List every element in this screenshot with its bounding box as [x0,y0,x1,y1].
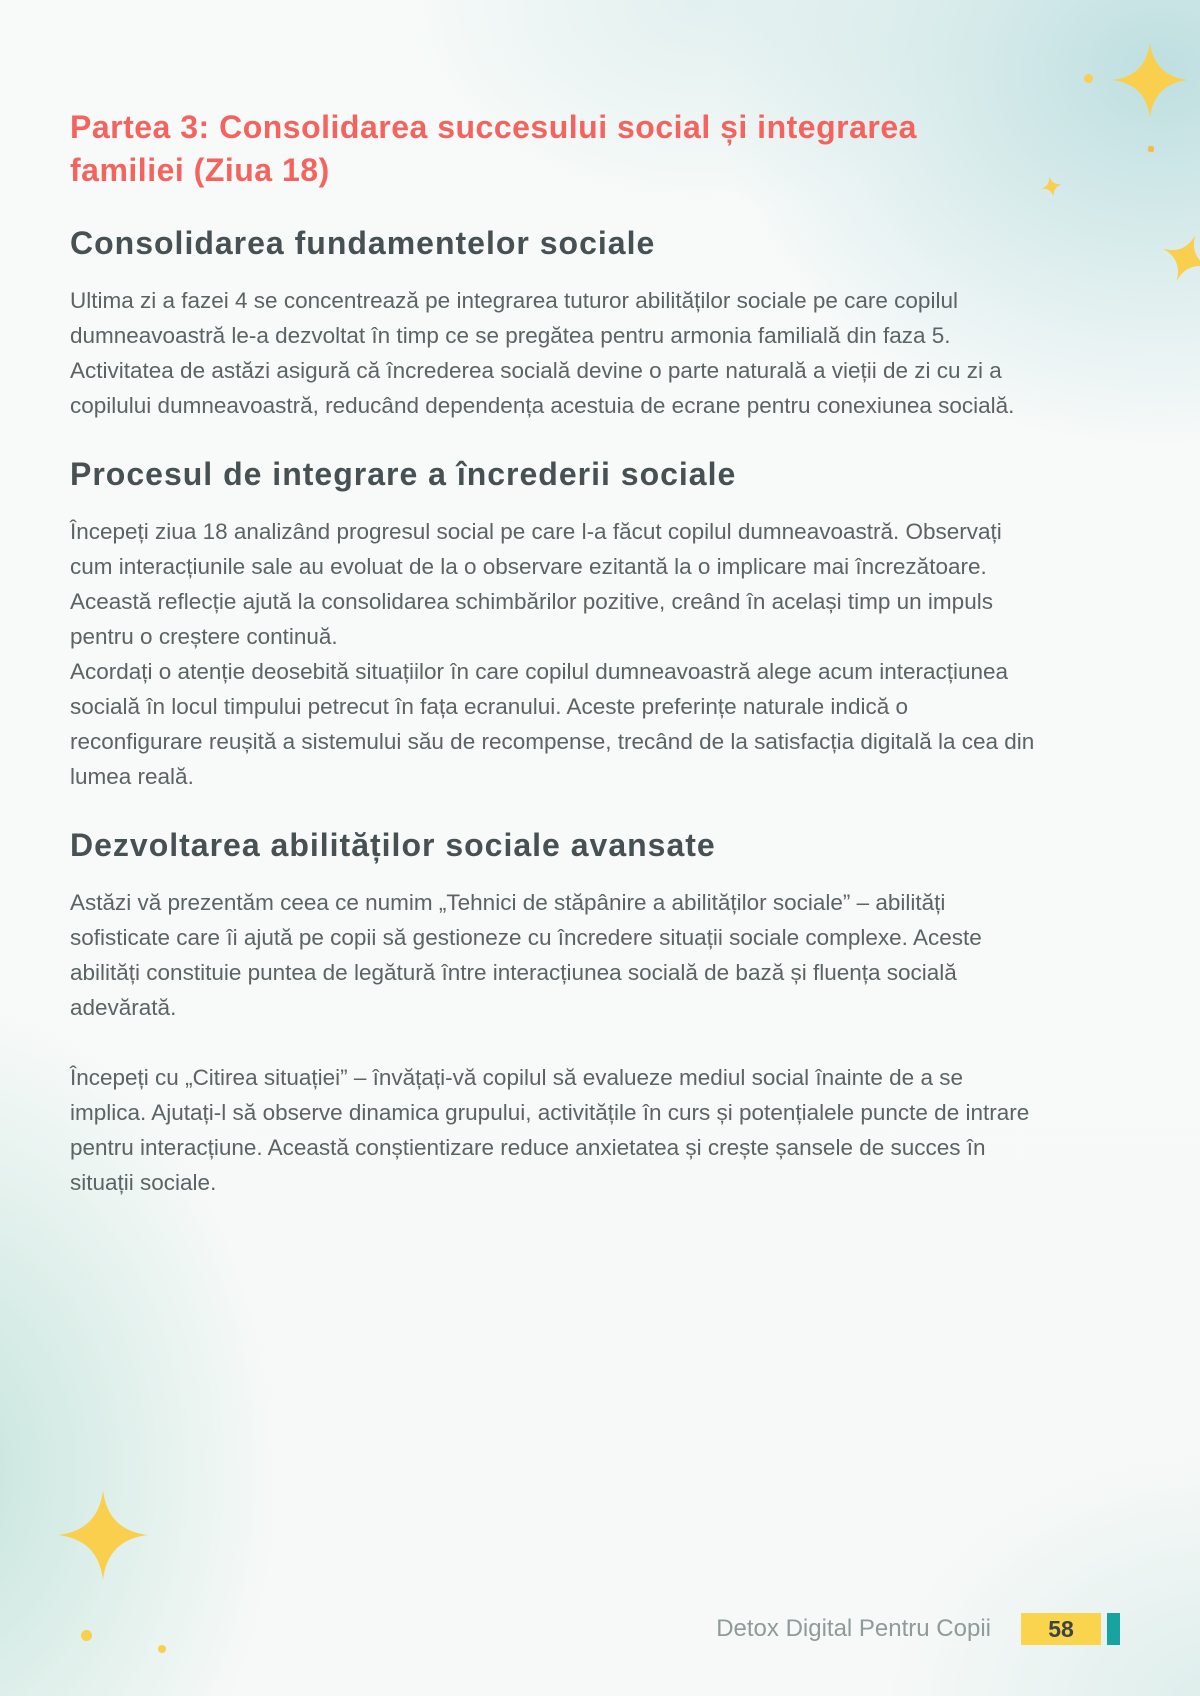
sparkle-icon [1153,225,1200,291]
dot-icon [1084,74,1093,83]
section-heading: Procesul de integrare a încrederii sociale [70,456,737,492]
dot-icon [158,1645,166,1653]
paragraph: Începeți cu „Citirea situației” – învățați-vă copilul să evalueze mediul social înainte de a se implica. Ajutați-l să observe dinamica grupului, activitățile în curs și potențialele puncte de intrare pentru interacțiune. Această conștientizare reduce anxietatea și crește șansele de succes în situații sociale. [70,1065,1030,1195]
section-consolidarea-fundamentelor [70,223,1038,423]
book-title: Detox Digital Pentru Copii [716,1615,991,1642]
page-content [70,0,1038,1200]
sparkle-icon [58,1489,148,1581]
section-heading: Dezvoltarea abilităților sociale avansate [70,827,716,863]
sparkle-icon [1039,174,1064,199]
section-heading: Consolidarea fundamentelor sociale [70,225,656,261]
paragraph: Acordați o atenție deosebită situațiilor în care copilul dumneavoastră alege acum interacțiunea socială în locul timpului petrecut în fața ecranului. Aceste preferințe naturale indică o reconfigurare reușită a sistemului său de recompense, trecând de la satisfacția digitală la cea din lumea reală. [70,659,1035,789]
paragraph: Începeți ziua 18 analizând progresul social pe care l-a făcut copilul dumneavoastră. Observați cum interacțiunile sale au evoluat de la o observare ezitantă la o implicare mai încrezătoare. Această reflecție ajută la consolidarea schimbărilor pozitive, creând în același timp un impuls pentru o creștere continuă. [70,519,1002,649]
paragraph: Ultima zi a fazei 4 se concentrează pe integrarea tuturor abilităților sociale pe care copilul dumneavoastră le-a dezvoltat în timp ce se pregătea pentru armonia familială din faza 5. Activitatea de astăzi asigură că încrederea socială devine o parte naturală a vieții de zi cu zi a copilului dumneavoastră, reducând dependența acestuia de ecrane pentru conexiunea socială. [70,288,1015,418]
section-procesul-de-integrare [70,454,1038,794]
part-title: Partea 3: Consolidarea succesului social și integrarea familiei (Ziua 18) [70,109,917,188]
paragraph: Astăzi vă prezentăm ceea ce numim „Tehnici de stăpânire a abilităților sociale” – abilități sofisticate care îi ajută pe copii să gestioneze cu încredere situații sociale complexe. Aceste abilități constituie puntea de legătură între interacțiunea socială de bază și fluența socială adevărată. [70,890,982,1020]
dot-icon [1148,146,1155,153]
teal-accent-bar [1107,1613,1120,1645]
page-footer [716,1613,1120,1645]
page-number-badge: 58 [1021,1613,1101,1645]
section-dezvoltarea-abilitatilor [70,825,1038,1200]
dot-icon [81,1630,92,1641]
sparkle-icon [1112,40,1188,120]
